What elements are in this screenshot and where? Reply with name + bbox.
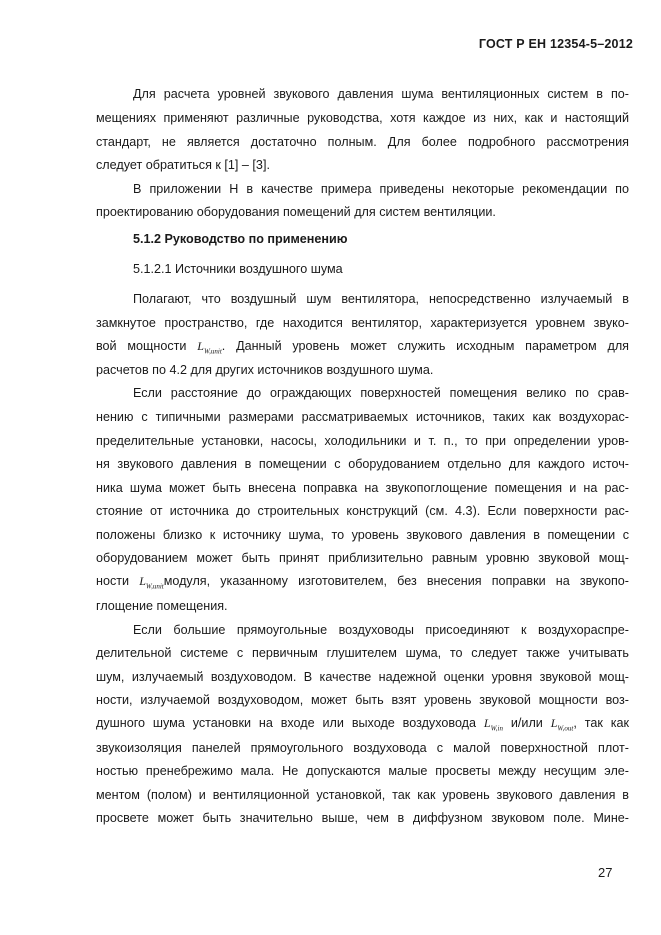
sound-power-symbol: $L_{W,unit}$ [197, 339, 222, 356]
sound-power-in-symbol: $L_{W,in}$ [483, 716, 503, 733]
text-line: ня звукового давления в помещении с оборудованием отдельно для каждого источ- [96, 457, 629, 471]
text-line: делительной системе с первичным глушителем шума, то следует также учитывать [96, 646, 629, 660]
text-line: стояние от источника до строительных конструкций (см. 4.3). Если поверхности рас- [96, 504, 629, 518]
text-line: ностью пренебрежимо мала. Не допускаются малые просветы между несущим эле- [96, 764, 629, 778]
subsection-heading: 5.1.2.1 Источники воздушного шума [133, 262, 343, 276]
sound-power-out-symbol: $L_{W,out}$ [550, 716, 574, 733]
text-line: ника шума может быть внесена поправка на звукопоглощение помещения и на рас- [96, 481, 629, 495]
section-heading: 5.1.2 Руководство по применению [133, 232, 348, 246]
text-line: нению с типичными размерами рассматриваемых источников, таких как воздухорас- [96, 410, 629, 424]
text-line: В приложении Н в качестве примера приведены некоторые рекомендации по [133, 182, 629, 196]
sound-power-symbol: $L_{W,unit}$ [139, 574, 164, 591]
text-line: Для расчета уровней звукового давления шума вентиляционных систем в по- [133, 87, 629, 101]
text-line: ментом (полом) и вентиляционной установкой, так как уровень звукового давления в [96, 788, 629, 802]
text-line: просвете может быть значительно выше, чем в диффузном звуковом поле. Мине- [96, 811, 629, 825]
text-line: звукоизоляция панелей прямоугольного воздуховода с малой поверхностной плот- [96, 741, 629, 755]
text-line: шум, излучаемый воздуховодом. В качестве надежной оценки уровня звуковой мощ- [96, 670, 629, 684]
text-line: пределительные установки, насосы, холодильники и т. п., то при определении уров- [96, 434, 629, 448]
text-line: Если расстояние до ограждающих поверхностей помещения велико по срав- [133, 386, 629, 400]
text-line: глощение помещения. [96, 599, 228, 613]
text-line-with-symbol: душного шума установки на входе или выходе воздуховода $L_{W,in}$ и/или $L_{W,out}$, так как [96, 716, 630, 733]
text-line: замкнутое пространство, где находится вентилятор, характеризуется уровнем звуко- [96, 316, 629, 330]
text-line: Если большие прямоугольные воздуховоды присоединяют к воздухораспре- [133, 623, 629, 637]
text-line: ности, излучаемой воздуховодом, может быть взят уровень звуковой мощности воз- [96, 693, 629, 707]
text-line: проектированию оборудования помещений для систем вентиляции. [96, 205, 496, 219]
text-line: мещениях применяют различные руководства, хотя каждое из них, как и настоящий [96, 111, 629, 125]
text-line: стандарт, не является достаточно полным. Для более подробного рассмотрения [96, 135, 629, 149]
text-line-with-symbol: ности $L_{W,unit}модуля$, указанному изготовителем, без внесения поправки на звукопо- [96, 574, 629, 591]
text-line: оборудованием может быть принят приблизительно равным уровню звуковой мощ- [96, 551, 629, 565]
text-line-with-symbol: вой мощности $L_{W,unit}$. Данный уровень может служить исходным параметром для [96, 339, 630, 356]
text-line: следует обратиться к [1] – [3]. [96, 158, 270, 172]
text-line: положены близко к источнику шума, то уровень звукового давления в помещении с [96, 528, 629, 542]
document-header: ГОСТ Р ЕН 12354-5–2012 [478, 37, 633, 51]
text-line: Полагают, что воздушный шум вентилятора, непосредственно излучаемый в [133, 292, 629, 306]
text-line: расчетов по 4.2 для других источников воздушного шума. [96, 363, 434, 377]
page-number: 27 [598, 865, 613, 880]
